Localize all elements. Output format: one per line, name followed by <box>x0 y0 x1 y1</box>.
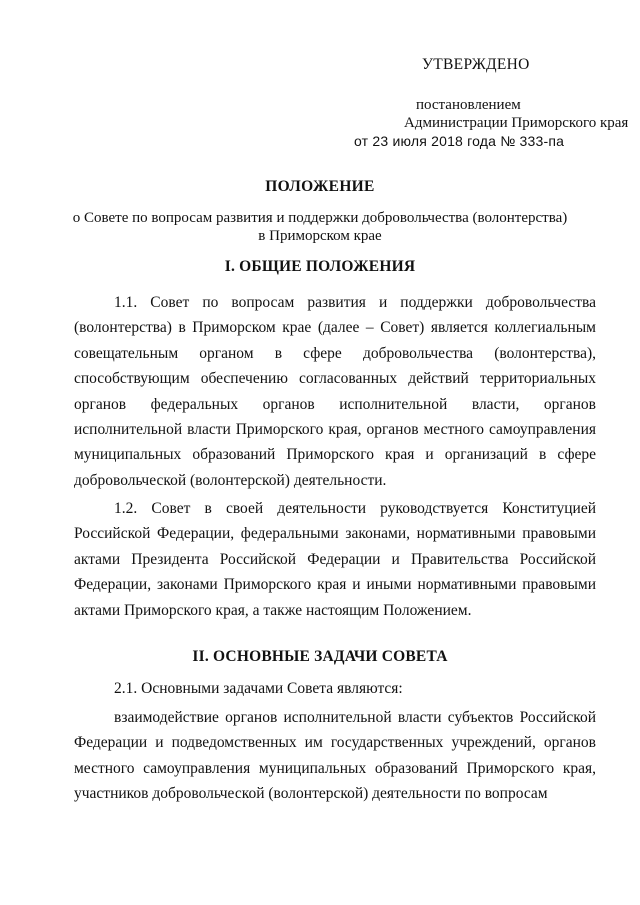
document-heading <box>0 178 640 245</box>
paragraph-2-1: 2.1. Основными задачами Совета являются: <box>114 680 403 697</box>
paragraph-2-1-item: взаимодействие органов исполнительной власти субъектов Российской Федерации и подведомственных им государственных учреждений, органов местного самоуправления муниципальных образований Приморского края, участников добровольческой (волонтерской) деятельности по вопросам <box>74 709 596 803</box>
paragraph-1-2: 1.2. Совет в своей деятельности руководствуется Конституцией Российской Федерации, федеральными законами, нормативными правовыми актами Президента Российской Федерации и Правительства Российской Федерации, законами Приморского края и иными нормативными правовыми актами Приморского края, а также настоящим Положением. <box>74 500 596 619</box>
section-heading-tasks: II. ОСНОВНЫЕ ЗАДАЧИ СОВЕТА <box>192 648 448 665</box>
document-subtitle-line-2: в Приморском крае <box>258 228 382 244</box>
document-subtitle-line-1: о Совете по вопросам развития и поддержки добровольчества (волонтерства) <box>72 210 568 226</box>
approval-title: УТВЕРЖДЕНО <box>422 56 530 73</box>
section-heading-general: I. ОБЩИЕ ПОЛОЖЕНИЯ <box>224 258 416 275</box>
approval-line-authority: Администрации Приморского края <box>404 115 629 131</box>
approval-line-date-number: от 23 июля 2018 года № 333-па <box>354 133 565 149</box>
document-title: ПОЛОЖЕНИЕ <box>265 178 375 195</box>
approval-line-resolution: постановлением <box>416 97 521 113</box>
paragraph-1-1: 1.1. Совет по вопросам развития и поддержки добровольчества (волонтерства) в Приморском крае (далее – Совет) является коллегиальным совещательным органом в сфере добровольчества (волонтерства), способствующим обеспечению согласованных действий территориальных органов федеральных органов исполнительной власти, органов исполнительной власти Приморского края, органов местного самоуправления муниципальных образований Приморского края и организаций в сфере добровольческой (волонтерской) деятельности. <box>74 294 596 489</box>
approval-stamp <box>354 56 632 150</box>
